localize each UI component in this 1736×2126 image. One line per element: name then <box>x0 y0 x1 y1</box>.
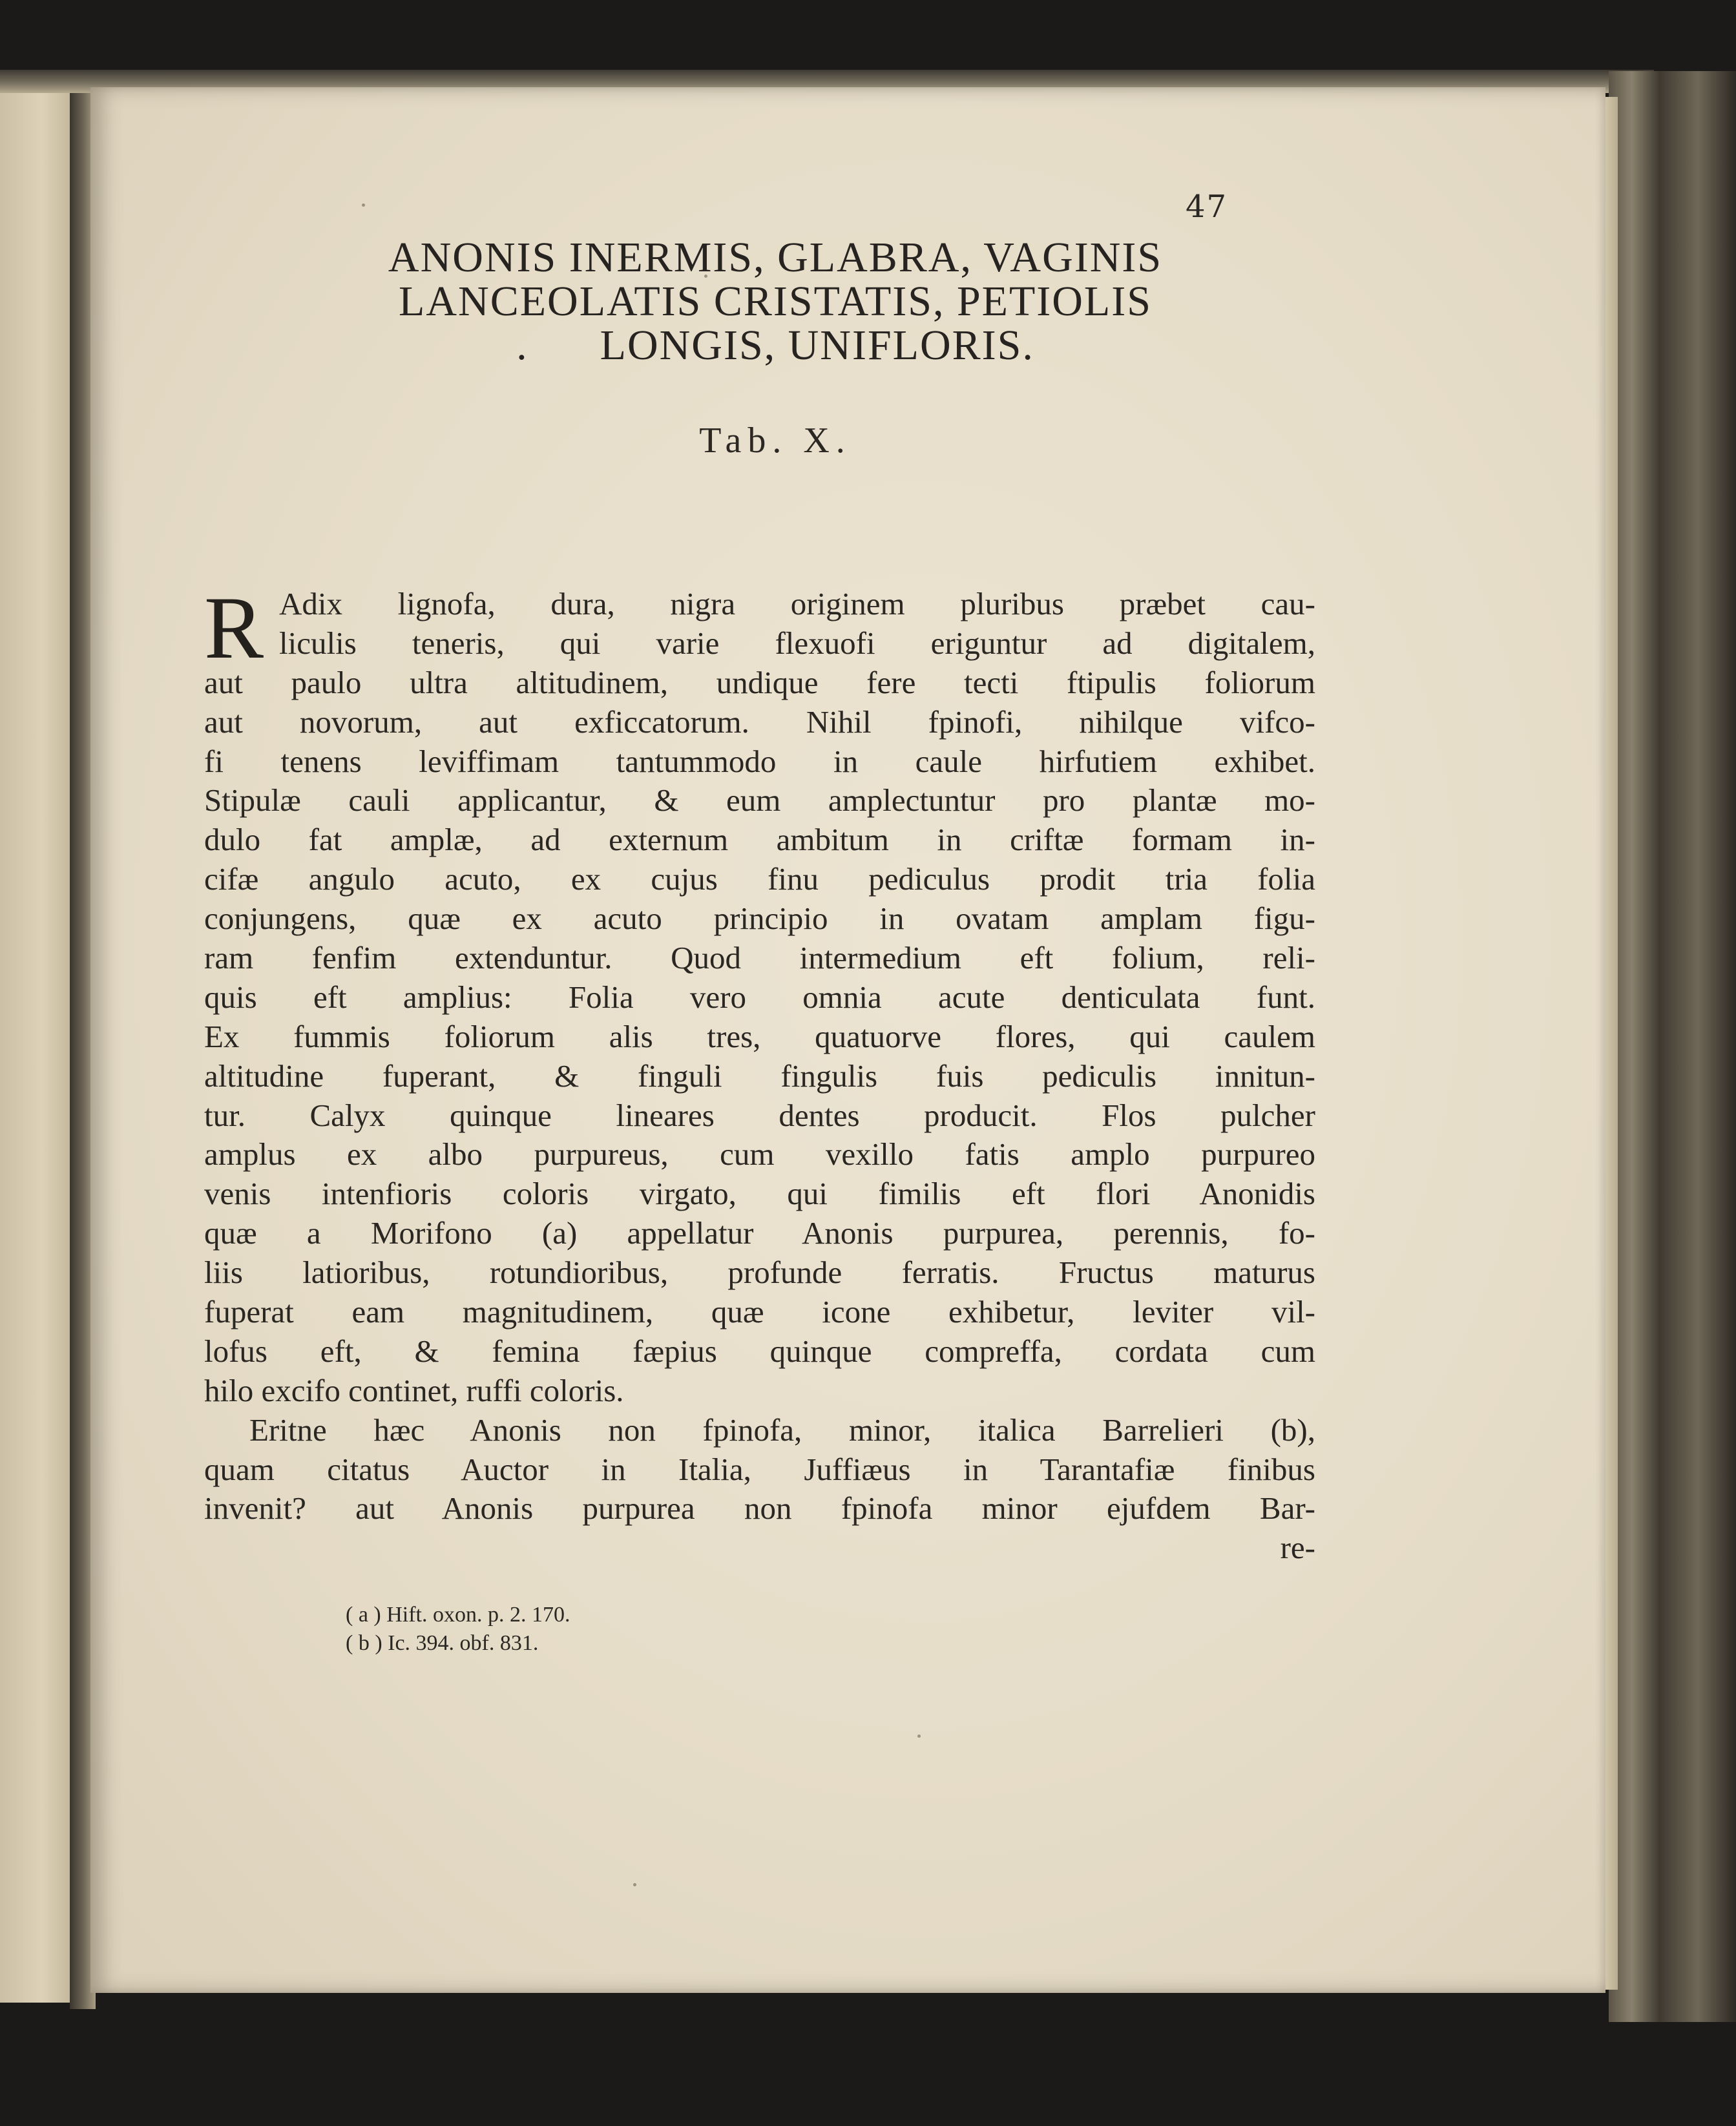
catchword: re- <box>1280 1530 1315 1566</box>
title-line: ANONIS INERMIS, GLABRA, VAGINIS <box>388 234 1163 281</box>
text-line: ram fenfim extenduntur. Quod intermedium eft folium, reli- <box>204 940 1315 976</box>
text-line: amplus ex albo purpureus, cum vexillo fatis amplo purpureo <box>204 1136 1315 1172</box>
text-line: invenit? aut Anonis purpurea non fpinofa minor ejufdem Bar- <box>204 1490 1315 1527</box>
plate-reference: Tab. X. <box>699 421 852 461</box>
text-line: tur. Calyx quinque lineares dentes producit. Flos pulcher <box>204 1097 1315 1133</box>
text-line: aut paulo ultra altitudinem, undique fere tecti ftipulis foliorum <box>204 664 1315 700</box>
text-line: Stipulæ cauli applicantur, & eum amplectuntur pro plantæ mo- <box>204 782 1315 818</box>
paper-speck <box>362 203 365 207</box>
footnote: ( a ) Hift. oxon. p. 2. 170. <box>346 1603 570 1627</box>
text-line: hilo excifo continet, ruffi coloris. <box>204 1372 624 1408</box>
text-line: Adix lignofa, dura, nigra originem pluribus præbet cau- <box>279 586 1315 621</box>
drop-cap: R <box>204 578 264 677</box>
text-line: quam citatus Auctor in Italia, Juffiæus in Tarantafiæ finibus <box>204 1451 1315 1487</box>
text-line: dulo fat amplæ, ad externum ambitum in criftæ formam in- <box>204 822 1315 858</box>
text-line: quæ a Morifono (a) appellatur Anonis purpurea, perennis, fo- <box>204 1215 1315 1251</box>
text-line: Eritne hæc Anonis non fpinofa, minor, italica Barrelieri (b), <box>249 1412 1315 1448</box>
text-line: fi tenens leviffimam tantummodo in caule hirfutiem exhibet. <box>204 743 1315 779</box>
paper-speck <box>633 1883 636 1886</box>
text-line: altitudine fuperant, & finguli fingulis fuis pediculis innitun- <box>204 1058 1315 1094</box>
page-number: 47 <box>1186 189 1228 225</box>
footnote: ( b ) Ic. 394. obf. 831. <box>346 1631 539 1655</box>
title-line: LANCEOLATIS CRISTATIS, PETIOLIS <box>399 278 1152 325</box>
footnotes <box>346 1601 570 1658</box>
facing-page-edge <box>0 78 76 2003</box>
book-cover-board <box>1609 71 1736 2022</box>
paper-speck <box>917 1735 921 1738</box>
text-line: Ex fummis foliorum alis tres, quatuorve flores, qui caulem <box>204 1018 1315 1054</box>
text-line: cifæ angulo acuto, ex cujus finu pediculus prodit tria folia <box>204 861 1315 897</box>
title-line: . LONGIS, UNIFLORIS. <box>516 322 1034 369</box>
body-text <box>204 578 1315 1568</box>
text-line: liis latioribus, rotundioribus, profunde ferratis. Fructus maturus <box>204 1255 1315 1291</box>
text-line: quis eft amplius: Folia vero omnia acute denticulata funt. <box>204 979 1315 1015</box>
text-line: liculis teneris, qui varie flexuofi eriguntur ad digitalem, <box>279 625 1315 661</box>
text-line: fuperat eam magnitudinem, quæ icone exhibetur, leviter vil- <box>204 1294 1315 1330</box>
page-title <box>194 236 1357 368</box>
text-line: venis intenfioris coloris virgato, qui fimilis eft flori Anonidis <box>204 1176 1315 1212</box>
text-line: conjungens, quæ ex acuto principio in ovatam amplam figu- <box>204 901 1315 937</box>
text-line: aut novorum, aut exficcatorum. Nihil fpinofi, nihilque vifco- <box>204 703 1315 740</box>
text-line: lofus eft, & femina fæpius quinque compreffa, cordata cum <box>204 1333 1315 1369</box>
